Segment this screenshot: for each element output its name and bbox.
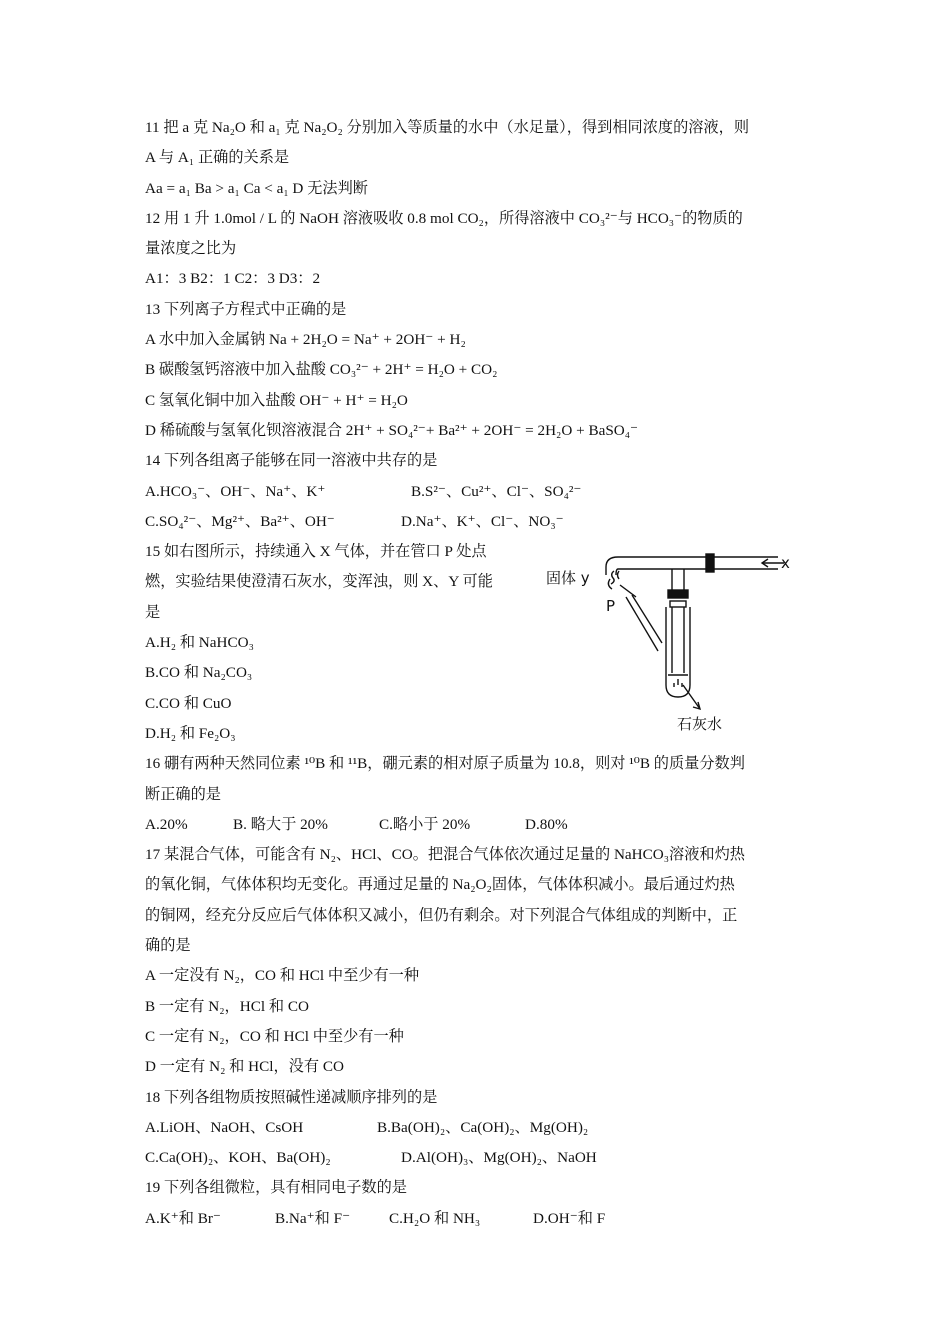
q19-stem: 19 下列各组微粒，具有相同电子数的是 — [145, 1179, 407, 1197]
q17-option-a: A 一定没有 N₂，CO 和 HCl 中至少有一种 — [145, 967, 420, 985]
q14-option-c: C.SO₄²⁻、Mg²⁺、Ba²⁺、OH⁻ — [145, 512, 335, 530]
gas-x-label: x — [781, 554, 790, 572]
q15-option-a: A.H₂ 和 NaHCO₃ — [145, 634, 254, 652]
q13-option-d: D 稀硫酸与氢氧化钡溶液混合 2H⁺ + SO₄²⁻+ Ba²⁺ + 2OH⁻ = 2H₂O + BaSO₄⁻ — [145, 421, 639, 439]
q15-stem-line3: 是 — [145, 603, 161, 621]
q11-options: Aa = a₁ Ba > a₁ Ca < a₁ D 无法判断 — [145, 179, 368, 197]
q16-option-c: C.略小于 20% — [379, 815, 471, 833]
q13-option-c: C 氢氧化铜中加入盐酸 OH⁻ + H⁺ = H₂O — [145, 391, 408, 409]
q19-option-a: A.K⁺和 Br⁻ — [145, 1209, 221, 1227]
q16-option-a: A.20% — [145, 815, 188, 833]
q14-option-a: A.HCO₃⁻、OH⁻、Na⁺、K⁺ — [145, 482, 326, 500]
q16-options — [145, 810, 815, 840]
q17-stem-line3: 的铜网，经充分反应后气体体积又减小，但仍有剩余。对下列混合气体组成的判断中，正 — [145, 906, 738, 924]
port-p-label: P — [606, 597, 616, 615]
q15-option-b: B.CO 和 Na₂CO₃ — [145, 664, 253, 682]
q15-option-c: C.CO 和 CuO — [145, 694, 232, 712]
q15-stem-line2: 燃，实验结果使澄清石灰水，变浑浊，则 X、Y 可能 — [145, 573, 493, 591]
q16-option-d: D.80% — [525, 815, 568, 833]
q18-option-a: A.LiOH、NaOH、CsOH — [145, 1118, 304, 1136]
q13-option-a: A 水中加入金属钠 Na + 2H₂O = Na⁺ + 2OH⁻ + H₂ — [145, 331, 466, 349]
q17-stem-line4: 确的是 — [145, 937, 191, 955]
q14-options-row1 — [145, 477, 815, 507]
q17-option-d: D 一定有 N₂ 和 HCl，没有 CO — [145, 1058, 344, 1076]
q16-stem-line1: 16 硼有两种天然同位素 ¹⁰B 和 ¹¹B，硼元素的相对原子质量为 10.8，则对 ¹⁰B 的质量分数判 — [145, 755, 745, 773]
q18-options-row1 — [145, 1113, 815, 1143]
q18-stem: 18 下列各组物质按照碱性递减顺序排列的是 — [145, 1088, 438, 1106]
q19-option-d: D.OH⁻和 F — [533, 1209, 606, 1227]
q14-option-b: B.S²⁻、Cu²⁺、Cl⁻、SO₄²⁻ — [411, 482, 582, 500]
q19-option-c: C.H₂O 和 NH₃ — [389, 1209, 481, 1227]
q14-stem: 14 下列各组离子能够在同一溶液中共存的是 — [145, 452, 438, 470]
q13-option-b: B 碳酸氢钙溶液中加入盐酸 CO₃²⁻ + 2H⁺ = H₂O + CO₂ — [145, 361, 498, 379]
q17-option-c: C 一定有 N₂，CO 和 HCl 中至少有一种 — [145, 1027, 404, 1045]
q17-option-b: B 一定有 N₂，HCl 和 CO — [145, 997, 309, 1015]
q12-stem-line2: 量浓度之比为 — [145, 240, 237, 258]
q16-stem-line2: 断正确的是 — [145, 785, 221, 803]
q12-stem-line1: 12 用 1 升 1.0mol / L 的 NaOH 溶液吸收 0.8 mol CO₂，所得溶液中 CO₃²⁻与 HCO₃⁻的物质的 — [145, 209, 743, 227]
q18-option-c: C.Ca(OH)₂、KOH、Ba(OH)₂ — [145, 1149, 331, 1167]
q14-option-d: D.Na⁺、K⁺、Cl⁻、NO₃⁻ — [401, 512, 564, 530]
q15-option-d: D.H₂ 和 Fe₂O₃ — [145, 724, 236, 742]
q11-stem-line1: 11 把 a 克 Na₂O 和 a₁ 克 Na₂O₂ 分别加入等质量的水中（水足量），得到相同浓度的溶液，则 — [145, 119, 750, 136]
q15-stem-line1: 15 如右图所示，持续通入 X 气体，并在管口 P 处点 — [145, 543, 487, 561]
limewater-label: 石灰水 — [677, 715, 723, 733]
q19-options — [145, 1204, 815, 1234]
solid-y-label: 固体 y — [546, 569, 590, 587]
q12-options: A1：3 B2：1 C2：3 D3：2 — [145, 270, 321, 288]
q16-option-b: B. 略大于 20% — [233, 815, 328, 833]
q18-option-d: D.Al(OH)₃、Mg(OH)₂、NaOH — [401, 1149, 597, 1167]
q17-stem-line1: 17 某混合气体，可能含有 N₂、HCl、CO。把混合气体依次通过足量的 NaHCO₃溶液和灼热 — [145, 846, 745, 864]
q14-options-row2 — [145, 507, 815, 537]
q11-stem-line2: A 与 A₁ 正确的关系是 — [145, 149, 290, 167]
q13-stem: 13 下列离子方程式中正确的是 — [145, 300, 347, 318]
q18-options-row2 — [145, 1143, 815, 1173]
q18-option-b: B.Ba(OH)₂、Ca(OH)₂、Mg(OH)₂ — [377, 1118, 589, 1136]
q19-option-b: B.Na⁺和 F⁻ — [275, 1209, 351, 1227]
apparatus-figure — [540, 545, 800, 745]
q17-stem-line2: 的氧化铜，气体体积均无变化。再通过足量的 Na₂O₂固体，气体体积减小。最后通过灼热 — [145, 876, 735, 894]
